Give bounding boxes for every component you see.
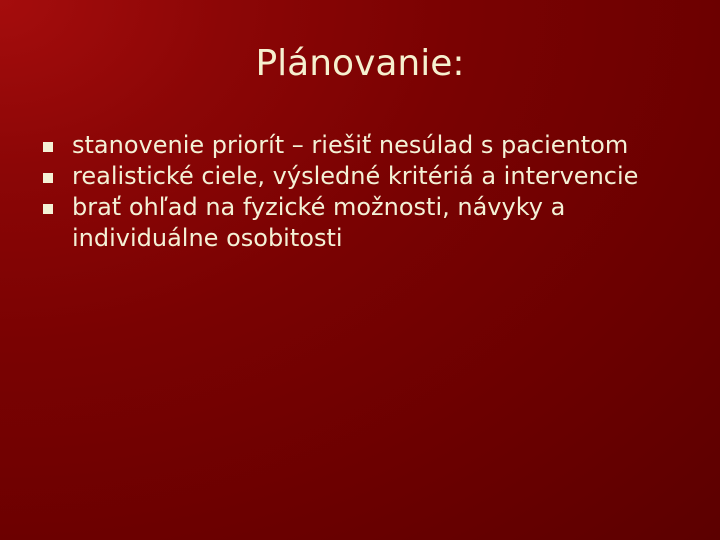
bullet-item (38, 192, 698, 254)
bullet-item (38, 161, 698, 192)
square-bullet-icon (43, 173, 53, 183)
slide-title: Plánovanie: (255, 43, 465, 84)
bullet-text: stanovenie priorít – riešiť nesúlad s pacientom (72, 131, 629, 159)
bullet-text: brať ohľad na fyzické možnosti, návyky a individuálne osobitosti (72, 193, 566, 252)
bullet-text: realistické ciele, výsledné kritériá a intervencie (72, 162, 639, 190)
bullet-list (38, 130, 698, 254)
square-bullet-icon (43, 142, 53, 152)
bullet-item (38, 130, 698, 161)
square-bullet-icon (43, 204, 53, 214)
